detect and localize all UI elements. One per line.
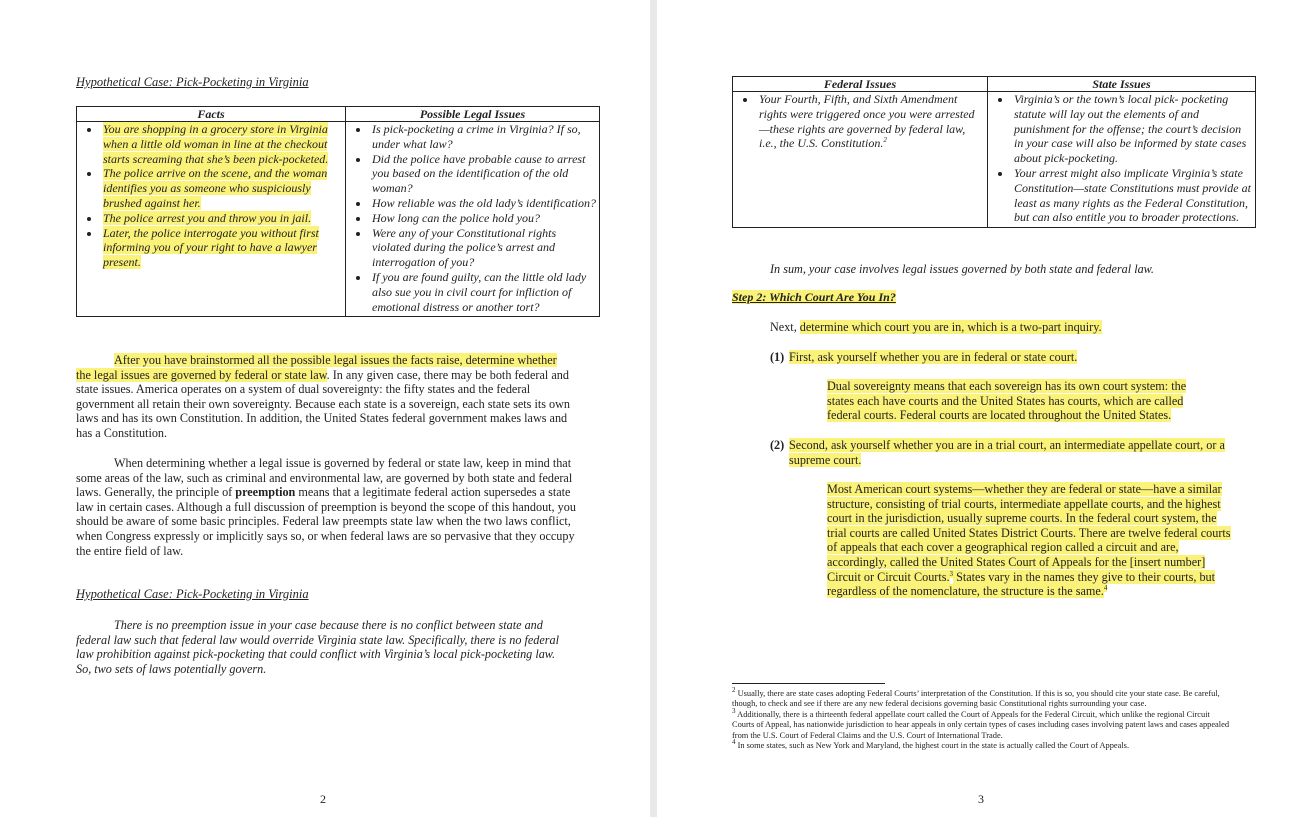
fact-item: • The police arrest you and throw you in jail. [101, 211, 343, 226]
fact-item: • You are shopping in a grocery store in Virginia when a little old woman in line at the checkout starts screaming that she’s been pick-pocketed. [101, 122, 343, 166]
issue-item: • How long can the police hold you? [370, 211, 597, 226]
preemption-term: preemption [235, 485, 296, 500]
federal-item: • Your Fourth, Fifth, and Sixth Amendment rights were triggered once you were arrested—these rights are governed by federal law, i.e., the U.S. Constitution.$^2$ [757, 92, 985, 151]
highlighted-text: After you have brainstormed all the possible legal issues the facts raise, determine whether the legal issues are governed by federal or state law [76, 353, 557, 382]
fact-item: • The police arrive on the scene, and the woman identifies you as someone who suspiciously brushed against her. [101, 166, 343, 210]
facts-issues-table [76, 106, 600, 317]
case-heading: Hypothetical Case: Pick-Pocketing in Virginia [76, 75, 309, 89]
facts-cell [77, 122, 346, 317]
state-header: State Issues [988, 77, 1256, 92]
footnotes [732, 686, 1232, 751]
state-item: • Virginia’s or the town’s local pick- pocketing statute will lay out the elements of and punishment for the offense; the court’s decision in your case will also be informed by state cases about pick-pocketing. [1012, 92, 1253, 166]
question-2-number: (2) [770, 438, 785, 452]
issue-item: • Did the police have probable cause to arrest you based on the identification of the old woman? [370, 152, 597, 196]
step-2-heading: Step 2: Which Court Are You In? [732, 290, 896, 304]
state-item: • Your arrest might also implicate Virginia’s state Constitution—state Constitutions must provide at least as many rights as the Federal Constitution, but can also entitle you to broader protections. [1012, 166, 1253, 225]
footnote-divider [732, 683, 885, 684]
page-number: 3 [978, 792, 984, 806]
next-sentence: Next, determine which court you are in, which is a two-part inquiry. [770, 320, 1102, 334]
summary-sentence: In sum, your case involves legal issues governed by both state and federal law. [770, 262, 1154, 276]
fact-item: • Later, the police interrogate you without first informing you of your right to have a lawyer present. [101, 226, 343, 270]
footnote-3: $^3$ Additionally, there is a thirteenth federal appellate court called the Court of Appeals for the Federal Circuit, which unlike the regional Circuit Courts of Appeal, has nationwide jurisdiction to hear appeals in only certain types of cases including cases involving patent laws and cases appealed from the U.S. Court of Federal Claims and the U.S. Court of International Trade. [732, 707, 1230, 740]
page-number: 2 [320, 792, 326, 806]
issue-item: • Were any of your Constitutional rights violated during the police’s arrest and interrogation of you? [370, 226, 597, 270]
question-1: First, ask yourself whether you are in federal or state court. [789, 350, 1078, 364]
facts-header: Facts [77, 107, 346, 122]
paragraph-preemption: When determining whether a legal issue is governed by federal or state law, keep in mind that some areas of the law, such as criminal and environmental law, are governed by both state and federal laws. Generally, the principle of preemption means that a legitimate federal action supersedes a state law in certain cases. Although a full discussion of preemption is beyond the scope of this handout, you should be aware of some basic principles. Federal law preempts state law when the two laws conflict, when Congress expressly or implicitly says so, or when federal laws are so pervasive that they occupy the entire field of law. [76, 456, 576, 558]
paragraph-no-preemption: There is no preemption issue in your case because there is no conflict between state and federal law such that federal law would override Virginia state law. Specifically, there is no federal law prohibition against pick-pocketing that could conflict with Virginia’s local pick-pocketing law. So, two sets of laws potentially govern. [76, 618, 560, 676]
court-structure-paragraph: Most American court systems—whether they are federal or state—have a similar structure, consisting of trial courts, intermediate appellate courts, and the highest court in the jurisdiction, usually supreme courts. In the federal court system, the trial courts are called United States District Courts. There are twelve federal courts of appeals that each cover a geographical region called a circuit and are, accordingly, called the United States Court of Appeals for the [insert number] Circuit or Circuit Courts.$^3$ States vary in the names they give to their courts, but regardless of the nomenclature, the structure is the same.$^4$ [827, 482, 1231, 599]
footnote-2: $^2$ Usually, there are state cases adopting Federal Courts’ interpretation of the Constitution. If this is so, you should cite your state case. Be careful, though, to check and see if there are any new federal decisions governing basic Constitutional rights surrounding your case. [732, 686, 1220, 709]
case-heading-2: Hypothetical Case: Pick-Pocketing in Virginia [76, 587, 309, 601]
federal-header: Federal Issues [733, 77, 988, 92]
dual-sovereignty-paragraph: Dual sovereignty means that each sovereign has its own court system: the states each have courts and the United States has courts, which are called federal courts. Federal courts are located throughout the United States. [827, 379, 1187, 423]
footnote-4: $^4$ In some states, such as New York and Maryland, the highest court in the state is actually called the Court of Appeals. [732, 738, 1130, 751]
document-page-2 [0, 0, 650, 817]
issue-item: • How reliable was the old lady’s identification? [370, 196, 597, 211]
issues-cell [346, 122, 600, 317]
state-cell [988, 92, 1256, 228]
paragraph-federal-state: After you have brainstormed all the possible legal issues the facts raise, determine whether the legal issues are governed by federal or state law. In any given case, there may be both federal and state issues. America operates on a system of dual sovereignty: the fifty states and the federal government all retain their own sovereignty. Because each state is a sovereign, each state sets its own laws and has its own Constitution. In addition, the United States federal government makes laws and has a Constitution. [76, 353, 570, 440]
issues-header: Possible Legal Issues [346, 107, 600, 122]
question-1-number: (1) [770, 350, 785, 364]
federal-cell [733, 92, 988, 228]
document-page-3 [657, 0, 1307, 817]
federal-state-table [732, 76, 1256, 228]
issue-item: • Is pick-pocketing a crime in Virginia? If so, under what law? [370, 122, 597, 152]
issue-item: • If you are found guilty, can the little old lady also sue you in civil court for infliction of emotional distress or another tort? [370, 270, 597, 314]
question-2: Second, ask yourself whether you are in a trial court, an intermediate appellate court, or a supreme court. [789, 438, 1225, 467]
